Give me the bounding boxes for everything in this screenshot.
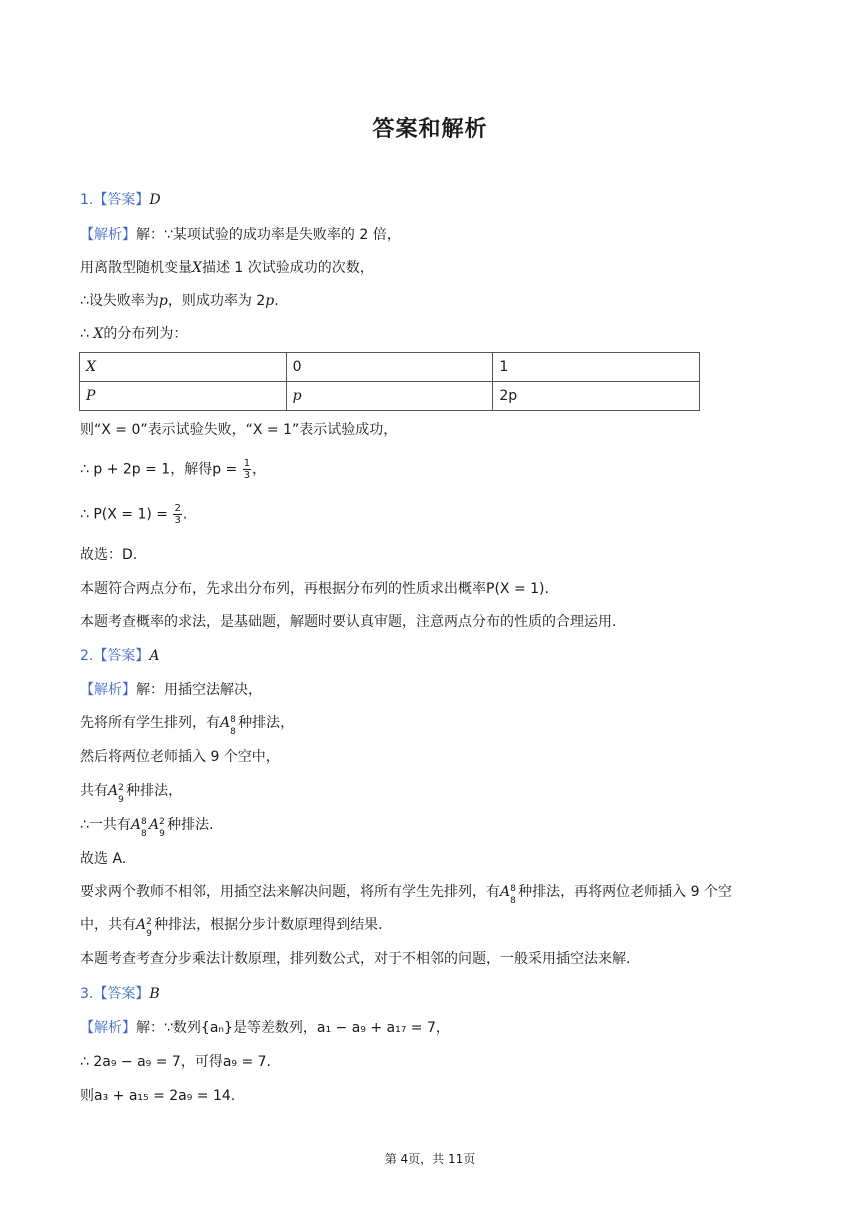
q3-analysis-line-1: 【解析】解：∵数列{aₙ}是等差数列，a₁ − a₉ + a₁₇ = 7，: [80, 1020, 450, 1036]
q1-text-8: 故选：D.: [80, 547, 138, 563]
q2-answer-tag: 【答案】: [93, 648, 150, 664]
q2-text-2: 先将所有学生排列，有A 8 8 种排法，: [80, 715, 295, 737]
q1-text-3: ∴设失败率为p，则成功率为 2p.: [80, 293, 279, 309]
q2-number: 2.: [80, 648, 94, 664]
q1-text-9: 本题符合两点分布，先求出分布列，再根据分布列的性质求出概率P(X = 1).: [80, 581, 549, 597]
q1-text-6: ∴ p + 2p = 1，解得p = $\frac{1}{3}$ ，: [80, 458, 267, 481]
table-cell: 2p: [493, 382, 700, 411]
fraction: $\frac{2}{3}$: [174, 503, 181, 526]
table-row: [80, 382, 700, 411]
q1-text-1: 解：∵某项试验的成功率是失败率的 2 倍，: [136, 227, 401, 243]
q1-analysis-line-1: [80, 225, 401, 245]
q2-text-5: ∴一共有A 8 8 A 2 9 种排法.: [80, 817, 214, 839]
q2-text-6: 故选 A.: [80, 851, 127, 867]
q1-text-2: 用离散型随机变量X描述 1 次试验成功的次数，: [80, 260, 374, 276]
q3-number: 3.: [80, 986, 94, 1002]
q2-text-8: 中，共有A 2 9 种排法，根据分步计数原理得到结果.: [80, 917, 383, 939]
q1-number: 1.: [80, 192, 94, 208]
page-footer: 第 4页，共 11页: [384, 1152, 476, 1166]
q3-analysis-tag: 【解析】: [80, 1020, 136, 1036]
table-cell: X: [80, 353, 287, 382]
table-cell: 1: [493, 353, 700, 382]
q2-text-4: 共有A 2 9 种排法，: [80, 783, 183, 805]
q2-answer-line: [80, 646, 159, 666]
q1-answer-line: [80, 190, 161, 210]
q2-analysis-line-1: 【解析】解：用插空法解决，: [80, 682, 262, 698]
q2-text-9: 本题考查考查分步乘法计数原理，排列数公式，对于不相邻的问题，一般采用插空法来解.: [80, 951, 631, 967]
table-cell: 0: [286, 353, 493, 382]
fraction: $\frac{1}{3}$: [243, 458, 251, 481]
q1-answer-tag: 【答案】: [93, 192, 150, 208]
q2-text-3: 然后将两位老师插入 9 个空中，: [80, 749, 280, 765]
q3-answer-line: [80, 984, 160, 1004]
table-cell: p: [286, 382, 493, 411]
q2-analysis-tag: 【解析】: [80, 682, 136, 698]
q3-answer: B: [149, 986, 160, 1002]
q1-text-4: ∴ X的分布列为：: [80, 326, 188, 342]
q3-answer-tag: 【答案】: [93, 986, 150, 1002]
table-row: [80, 353, 700, 382]
q1-analysis-tag: 【解析】: [80, 227, 136, 243]
q3-text-2: ∴ 2a₉ − a₉ = 7，可得a₉ = 7.: [80, 1054, 271, 1070]
q2-text-7: 要求两个教师不相邻，用插空法来解决问题，将所有学生先排列，有A 8 8 种排法，再将两位老师插入 9 个空: [80, 884, 732, 906]
table-cell: P: [80, 382, 287, 411]
distribution-table: [79, 352, 700, 411]
q1-answer: D: [149, 192, 161, 208]
q2-answer: A: [149, 648, 160, 664]
q1-text-5: 则“X = 0”表示试验失败，“X = 1”表示试验成功，: [80, 422, 398, 438]
q1-text-10: 本题考查概率的求法，是基础题，解题时要认真审题，注意两点分布的性质的合理运用.: [80, 614, 617, 630]
q3-text-3: 则a₃ + a₁₅ = 2a₉ = 14.: [80, 1088, 236, 1104]
q1-text-7: ∴ P(X = 1) = $\frac{2}{3}$ .: [80, 503, 188, 526]
page-title: 答案和解析: [372, 117, 488, 142]
